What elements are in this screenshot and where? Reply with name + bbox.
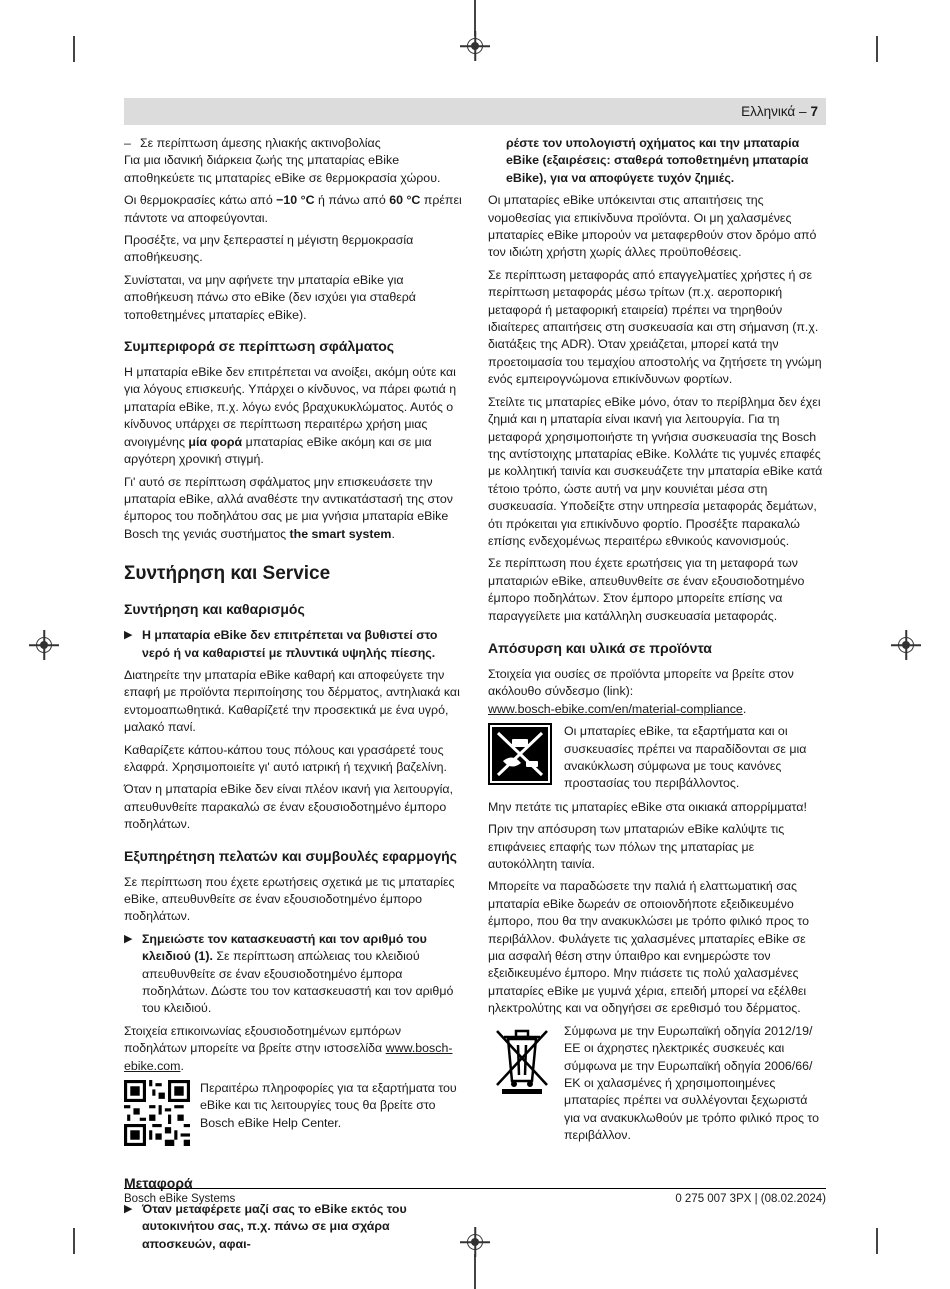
recycling-note	[488, 723, 826, 793]
header-language: Ελληνικά –	[741, 104, 807, 119]
page-footer	[124, 1188, 826, 1205]
paragraph: Διατηρείτε την μπαταρία eBike καθαρή και αποφεύγετε την επαφή με προϊόντα περιποίησης του δέρματος, αντηλιακά και εντομοαπωθητικά. Καθαρίζετέ την προσεκτικά με ένα υγρό, μαλακό πανί.	[124, 667, 460, 735]
warning-bullet: ▶ Η μπαταρία eBike δεν επιτρέπεται να βυθιστεί στο νερό ή να καθαριστεί με πλυντικά υψηλής πίεσης.	[124, 627, 464, 662]
paragraph: Μην πετάτε τις μπαταρίες eBike στα οικιακά απορρίμματα!	[488, 799, 807, 814]
bosch-ebike-link[interactable]: www.bosch-ebike.com	[124, 1041, 453, 1073]
paragraph: Για μια ιδανική διάρκεια ζωής της μπαταρίας eBike αποθηκεύετε τις μπαταρίες eBike σε θερμοκρασία χώρου.	[124, 153, 441, 185]
paragraph: Γι' αυτό σε περίπτωση σφάλματος μην επισκευάσετε την μπαταρία eBike, αλλά αναθέστε την αντικατάστασή της στον έμπορος του ποδηλάτου σας με μια γνήσια μπαταρία eBike Bosch της γενιάς συστήματος the smart system.	[124, 474, 453, 541]
paragraph: www.bosch-ebike.com/en/material-compliance.	[488, 701, 747, 716]
triangle-bullet-icon: ▶	[124, 629, 133, 642]
triangle-bullet-icon: ▶	[124, 932, 133, 945]
crop-mark	[73, 1228, 75, 1254]
registration-mark-icon	[467, 38, 483, 54]
right-column	[488, 135, 826, 1151]
crop-mark	[876, 36, 878, 62]
footer-document-id: 0 275 007 3PX | (08.02.2024)	[675, 1193, 826, 1205]
registration-mark-icon	[36, 637, 52, 653]
footer-company: Bosch eBike Systems	[124, 1193, 236, 1205]
crop-mark	[73, 36, 75, 62]
chapter-heading: Συντήρηση και Service	[124, 563, 331, 585]
registration-mark-icon	[898, 637, 914, 653]
paragraph: Σε περίπτωση μεταφοράς από επαγγελματίες χρήστες ή σε περίπτωση μεταφοράς μέσω τρίτων (π.χ. αεροπορική μεταφορά ή μεταφορική εταιρεία) πρέπει να τηρηθούν ιδιαίτερες απαιτήσεις στη συσκευασία και στη σήμανση (π.χ. διατάξεις της ADR). Όταν χρειάζεται, μπορεί κατά την προετοιμασία του τεμαχίου αποστολής να ζητήσετε τη γνώμη ενός εμπειρογνώμονα επικίνδυνων φορτίων.	[488, 267, 822, 387]
crop-mark	[474, 1254, 476, 1289]
paragraph: Συνίσταται, να μην αφήνετε την μπαταρία eBike για αποθήκευση πάνω στο eBike (δεν ισχύει για σταθερά τοποθετημένες μπαταρίες eBike).	[124, 272, 416, 322]
paragraph: Σε περίπτωση που έχετε ερωτήσεις για τη μεταφορά των μπαταριών eBike, απευθυνθείτε σε έναν εξουσιοδοτημένο έμπορο ποδηλάτων. Στον έμπορο μπορείτε επίσης να παραγγείλετε μια κατάλληλη συσκευασία μεταφοράς.	[488, 556, 805, 623]
page-number: 7	[810, 104, 818, 119]
weee-note	[488, 1023, 826, 1145]
triangle-bullet-icon: ▶	[124, 1203, 133, 1216]
section-heading: Μεταφορά	[124, 1175, 193, 1192]
paragraph: Οι μπαταρίες eBike υπόκεινται στις απαιτήσεις της νομοθεσίας για επικίνδυνα προϊόντα. Οι μη χαλασμένες μπαταρίες eBike μπορούν να μεταφερθούν στον δρόμο από τον ιδιώτη χρήστη χωρίς άλλες προϋποθέσεις.	[488, 193, 817, 260]
paragraph: Προσέξτε, να μην ξεπεραστεί η μέγιστη θερμοκρασία αποθήκευσης.	[124, 233, 414, 265]
paragraph: Στείλτε τις μπαταρίες eBike μόνο, όταν το περίβλημα δεν έχει ζημιά και η μπαταρία είναι ικανή για λειτουργία. Για τη μεταφορά χρησιμοποιήστε τη γνήσια συσκευασία της Bosch της αντίστοιχης μπαταρίας eBike. Κολλάτε τις γυμνές επαφές με κολλητική ταινία και συσκευάζετε την μπαταρία eBike κατά τέτοιο τρόπο, ώστε αυτή να μην κουνιέται μέσα στη συσκευασία. Υποδείξτε στην υπηρεσία μεταφοράς δεμάτων, ότι πρόκειται για επικίνδυνο φορτίο. Προσέξτε παρακαλώ επίσης ενδεχομένως περαιτέρω εθνικούς κανονισμούς.	[488, 394, 823, 548]
section-heading: Απόσυρση και υλικά σε προϊόντα	[488, 639, 712, 656]
paragraph: Η μπαταρία eBike δεν επιτρέπεται να ανοίξει, ακόμη ούτε και για λόγους επισκευής. Υπάρχει ο κίνδυνος, να πάρει φωτιά η μπαταρία eBike, π.χ. λόγω ενός βραχυκυκλώματος. Αυτός ο κίνδυνος υπάρχει σε περίπτωση περαιτέρω χρήση μιας ανοιγμένης μία φορά μπαταρίας eBike ακόμη και σε μια αργότερη χρονική στιγμή.	[124, 365, 457, 467]
crop-mark	[876, 1228, 878, 1254]
paragraph: Σε περίπτωση που έχετε ερωτήσεις σχετικά με τις μπαταρίες eBike, απευθυνθείτε σε έναν εξουσιοδοτημένο έμπορο ποδηλάτων.	[124, 874, 455, 924]
battery-recycling-icon	[488, 723, 552, 785]
help-center-note	[124, 1080, 464, 1146]
registration-mark-icon	[467, 1234, 483, 1250]
paragraph: Μπορείτε να παραδώσετε την παλιά ή ελαττωματική σας μπαταρία eBike δωρεάν σε οποιονδήποτε εξειδικευμένο έμπορο, που θα την ανακυκλώσει με τρόπο φιλικό προς το περιβάλλον. Φυλάγετε τις χαλασμένες μπαταρίες eBike σε μια ασφαλή θέση στην ύπαιθρο και ενημερώστε τον εξειδικευμένο έμπορο. Μην πιάσετε τις πολύ χαλασμένες μπαταρίες eBike με γυμνά χέρια, επειδή μπορεί να εξέλθει ηλεκτρολύτης και να οδηγήσει σε ερεθισμό του δέρματος.	[488, 879, 809, 1016]
warning-bullet: ▶ Όταν μεταφέρετε μαζί σας το eBike εκτός του αυτοκινήτου σας, π.χ. πάνω σε μια σχάρα αποσκευών, αφαι-	[124, 1201, 464, 1253]
dash-list-item: – Σε περίπτωση άμεσης ηλιακής ακτινοβολίας	[124, 136, 381, 150]
left-column	[124, 135, 464, 1258]
qr-code-icon	[124, 1080, 190, 1146]
crossed-out-bin-icon	[492, 1023, 552, 1095]
section-heading: Εξυπηρέτηση πελατών και συμβουλές εφαρμογής	[124, 847, 457, 864]
paragraph: Καθαρίζετε κάπου-κάπου τους πόλους και γρασάρετέ τους ελαφρά. Χρησιμοποιείτε γι' αυτό ιατρική ή τεχνική βαζελίνη.	[124, 742, 447, 774]
paragraph: Πριν την απόσυρση των μπαταριών eBike καλύψτε τις επιφάνειες επαφής των πόλων της μπαταρίας με αυτοκόλλητη ταινία.	[488, 822, 785, 872]
section-heading: Συμπεριφορά σε περίπτωση σφάλματος	[124, 338, 395, 355]
warning-bullet: ▶ Σημειώστε τον κατασκευαστή και τον αριθμό του κλειδιού (1). Σε περίπτωση απώλειας του κλειδιού απευθυνθείτε σε έναν εξουσιοδοτημένο έμπορα ποδηλάτων. Δώστε του τον κατασκευαστή και τον αριθμό του κλειδιού.	[124, 931, 464, 1018]
recycling-description: Οι μπαταρίες eBike, τα εξαρτήματα και οι συσκευασίες πρέπει να παραδίδονται σε μια ανακύκλωση σύμφωνα με τους κανόνες προστασίας του περιβάλλοντος.	[564, 724, 807, 791]
paragraph: Στοιχεία για ουσίες σε προϊόντα μπορείτε να βρείτε στον ακόλουθο σύνδεσμο (link):	[488, 666, 794, 699]
paragraph: Όταν η μπαταρία eBike δεν είναι πλέον ικανή για λειτουργία, απευθυνθείτε παρακαλώ σε έναν εξουσιοδοτημένο έμπορο ποδηλάτων.	[124, 782, 454, 832]
paragraph: Στοιχεία επικοινωνίας εξουσιοδοτημένων εμπόρων ποδηλάτων μπορείτε να βρείτε στην ιστοσελίδα www.bosch-ebike.com.	[124, 1023, 453, 1073]
section-heading: Συντήρηση και καθαρισμός	[124, 601, 305, 618]
warning-bullet-continued: ρέστε τον υπολογιστή οχήματος και την μπαταρία eBike (εξαιρέσεις: σταθερά τοποθετημένη μπαταρία eBike), για να αποφύγετε τυχόν ζημιές.	[506, 136, 809, 185]
paragraph: Οι θερμοκρασίες κάτω από −10 °C ή πάνω από 60 °C πρέπει πάντοτε να αποφεύγονται.	[124, 193, 462, 225]
page-header	[124, 98, 826, 125]
material-compliance-link[interactable]: www.bosch-ebike.com/en/material-compliance	[488, 701, 743, 716]
qr-description: Περαιτέρω πληροφορίες για τα εξαρτήματα του eBike και τις λειτουργίες τους θα βρείτε στο Bosch eBike Help Center.	[200, 1081, 457, 1130]
weee-description: Σύμφωνα με την Ευρωπαϊκή οδηγία 2012/19/ΕΕ οι άχρηστες ηλεκτρικές συσκευές και σύμφωνα με την Ευρωπαϊκή οδηγία 2006/66/ΕΚ οι χαλασμένες ή χρησιμοποιημένες μπαταρίες πρέπει να συλλέγονται ξεχωριστά για να ανακυκλωθούν με τρόπο φιλικό προς το περιβάλλον.	[564, 1023, 820, 1143]
